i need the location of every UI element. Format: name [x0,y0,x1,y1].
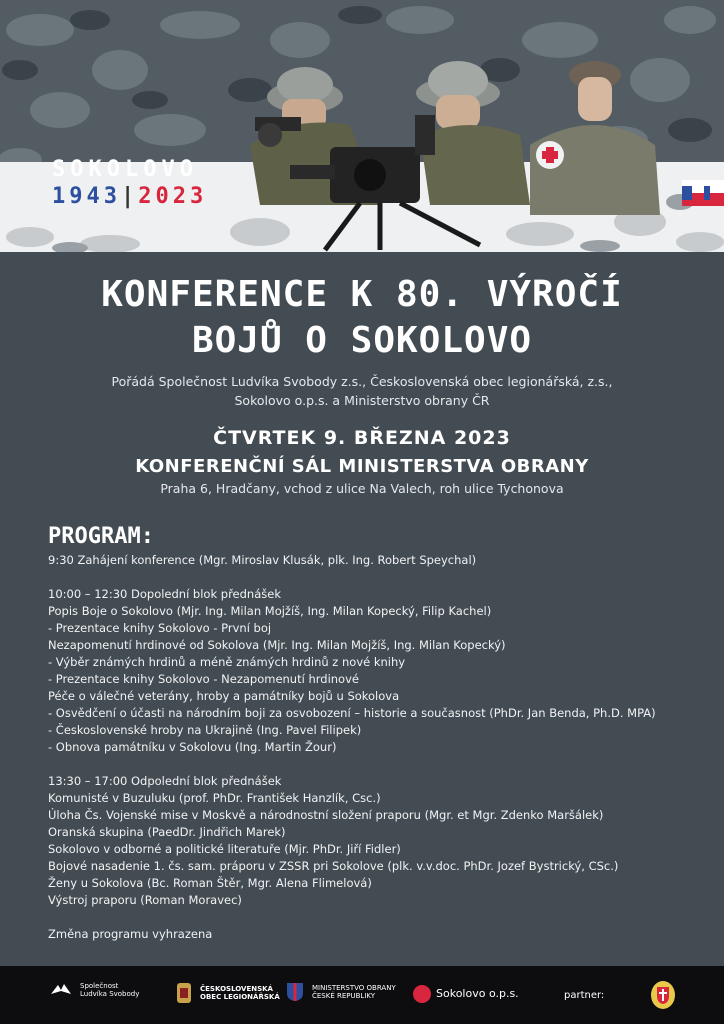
footer-logos [0,966,724,1024]
program-note: Změna programu vyhrazena [48,927,213,941]
event-venue: KONFERENČNÍ SÁL MINISTERSTVA OBRANY [135,456,589,477]
brand-name: SOKOLOVO [52,157,198,182]
program-item: Sokolovo v odborné a politické literatuře (Mjr. PhDr. Jiří Fidler) [48,842,401,856]
ministry-shield-icon [286,982,304,1002]
logo-cs-obec-legionarska [176,982,280,1004]
logo1-line1: Společnost [80,982,119,990]
page-title [0,272,724,364]
organizers-line-1: Pořádá Společnost Ludvíka Svobody z.s., Československá obec legionářská, z.s., [111,374,613,389]
sokolovo-circle-icon [412,984,432,1004]
program-item: 13:30 – 17:00 Odpolední blok přednášek [48,774,282,788]
program-item: - Prezentace knihy Sokolovo - Nezapomenutí hrdinové [48,672,359,686]
event-date: ČTVRTEK 9. BŘEZNA 2023 [213,427,511,449]
logo2-line1: ČESKOSLOVENSKÁ [200,985,273,993]
program-item: Výstroj praporu (Roman Moravec) [48,893,242,907]
logo2-line2: OBEC LEGIONÁŘSKÁ [200,993,280,1001]
organizers [80,372,644,410]
program-item: - Osvědčení o účasti na národním boji za osvobození – historie a současnost (PhDr. Jan Benda, Ph.D. MPA) [48,706,656,720]
flag-icon [682,180,724,206]
logo3-line1: MINISTERSTVO OBRANY [312,984,396,992]
logo-ministerstvo-obrany [286,982,396,1002]
event-address: Praha 6, Hradčany, vchod z ulice Na Valech, roh ulice Tychonova [160,481,564,496]
program-item: Nezapomenutí hrdinové od Sokolova (Mjr. Ing. Milan Mojžíš, Ing. Milan Kopecký) [48,638,506,652]
program-list [48,552,698,943]
logo-sokolovo-ops [412,984,519,1004]
partner-emblem-icon [650,980,676,1010]
year-start: 1943 [52,184,121,209]
legion-emblem-icon [176,982,192,1004]
program-item: - Prezentace knihy Sokolovo - První boj [48,621,272,635]
soldiers-illustration [230,55,660,252]
hero-banner [0,0,724,252]
program-item: Popis Boje o Sokolovo (Mjr. Ing. Milan Mojžíš, Ing. Milan Kopecký, Filip Kachel) [48,604,492,618]
logo3-line2: ČESKÉ REPUBLIKY [312,992,376,1000]
program-heading: PROGRAM: [48,524,154,549]
program-opening: 9:30 Zahájení konference (Mgr. Miroslav Klusák, plk. Ing. Robert Speychal) [48,553,477,567]
logo1-line2: Ludvíka Svobody [80,990,140,998]
program-item: Oranská skupina (PaedDr. Jindřich Marek) [48,825,286,839]
program-item: Bojové nasadenie 1. čs. sam. práporu v ZSSR pri Sokolove (plk. v.v.doc. PhDr. Jozef Bystrický, CSc.) [48,859,619,873]
program-item: Péče o válečné veterány, hroby a památníky bojů u Sokolova [48,689,400,703]
program-item: 10:00 – 12:30 Dopolední blok přednášek [48,587,281,601]
program-item: - Československé hroby na Ukrajině (Ing. Pavel Filipek) [48,723,362,737]
title-line-2: BOJŮ O SOKOLOVO [191,320,533,361]
program-item: - Výběr známých hrdinů a méně známých hrdinů z nové knihy [48,655,406,669]
program-item: Komunisté v Buzuluku (prof. PhDr. František Hanzlík, Csc.) [48,791,381,805]
logo-spolecnost-ludvika-svobody [50,982,139,998]
brand-logo [52,158,207,210]
program-item: Ženy u Sokolova (Bc. Roman Štěr, Mgr. Alena Flimelová) [48,876,372,890]
brand-years [52,184,207,210]
program-item: Úloha Čs. Vojenské mise v Moskvě a národnostní složení praporu (Mgr. et Mgr. Zdenko Maršálek) [48,808,604,822]
program-item: - Obnova památníku v Sokolovu (Ing. Martin Žour) [48,740,337,754]
organizers-line-2: Sokolovo o.p.s. a Ministerstvo obrany ČR [234,393,490,408]
eagle-icon [50,982,72,998]
partner-label: partner: [564,990,605,1001]
logo4-name: Sokolovo o.p.s. [436,987,519,1000]
year-separator: | [120,184,139,209]
title-line-1: KONFERENCE K 80. VÝROČÍ [101,274,623,315]
year-end: 2023 [138,184,208,209]
